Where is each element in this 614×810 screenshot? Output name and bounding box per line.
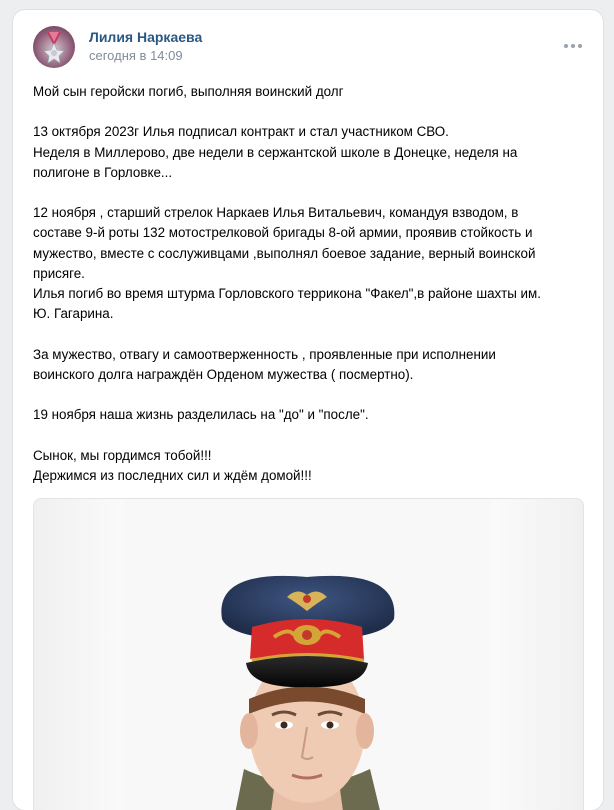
avatar[interactable] — [33, 26, 75, 68]
more-horizontal-icon[interactable] — [561, 38, 585, 54]
text-line: 13 октября 2023г Илья подписал контракт и стал участником СВО. — [33, 124, 449, 140]
text-line: воинского долга награждён Орденом мужества ( посмертно). — [33, 366, 414, 382]
text-line: Ю. Гагарина. — [33, 306, 114, 322]
post-header — [33, 26, 585, 74]
text-line: За мужество, отвагу и самоотверженность , проявленные при исполнении — [33, 346, 496, 362]
text-line: Держимся из последних сил и ждём домой!!! — [33, 467, 312, 483]
post-text — [33, 82, 585, 486]
soldier-portrait-image — [124, 499, 491, 810]
text-line: Илья погиб во время штурма Горловского терриконa "Факел",в районе шахты им. — [33, 286, 541, 301]
text-line: составе 9-й роты 132 мотострелковой бригады 8-ой армии, проявив стойкость и — [33, 225, 533, 241]
author-name[interactable]: Лилия Наркаева — [89, 29, 203, 45]
text-line: мужество, вместе с сослуживцами ,выполнял боевое задание, верный воинской — [33, 245, 536, 261]
text-line: Неделя в Миллерово, две недели в сержантской школе в Донецке, неделя на — [33, 144, 518, 160]
text-line: Сынок, мы гордимся тобой!!! — [33, 447, 212, 463]
text-line: Мой сын геройски погиб, выполняя воинский долг — [33, 84, 344, 99]
medal-icon — [33, 26, 75, 68]
text-line: присяге. — [33, 265, 85, 281]
portrait-photo[interactable] — [124, 499, 491, 810]
text-line: 12 ноября , старший стрелок Наркаев Илья Витальевич, командуя взводом, в — [33, 205, 519, 221]
text-line: 19 ноября наша жизнь разделилась на "до" и "после". — [33, 407, 369, 423]
post-photo[interactable] — [33, 498, 584, 810]
post-card — [13, 10, 603, 810]
text-line: полигоне в Горловке... — [33, 164, 173, 180]
post-date[interactable]: сегодня в 14:09 — [89, 48, 183, 63]
